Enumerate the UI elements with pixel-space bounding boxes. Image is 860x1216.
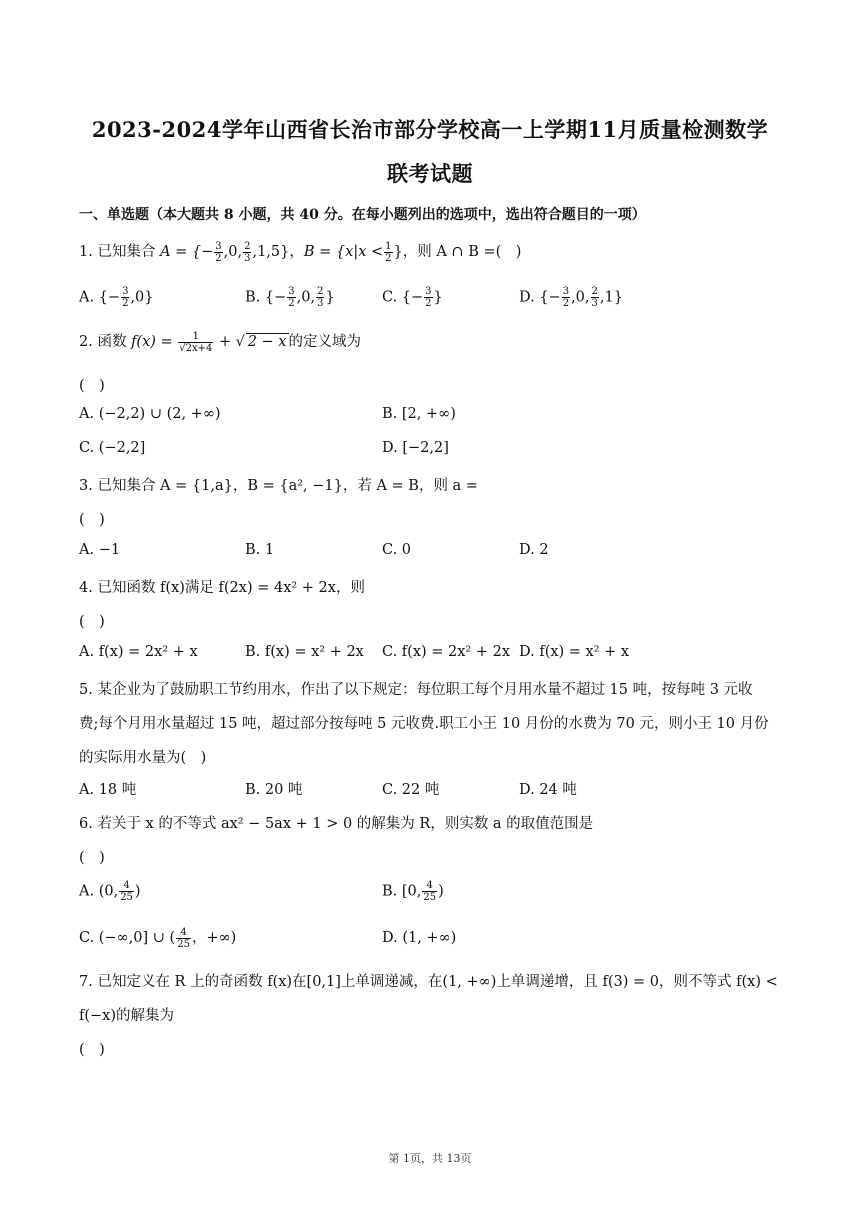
- question-5-line1: 5. 某企业为了鼓励职工节约用水，作出了以下规定：每位职工每个月用水量不超过 15 吨，按每吨 3 元收: [79, 682, 753, 698]
- q2-option-a: A. (−2,2) ∪ (2, +∞): [79, 406, 221, 422]
- q4-option-d: D. f(x) = x² + x: [519, 644, 630, 660]
- question-5-line2: 费;每个月用水量超过 15 吨，超过部分按每吨 5 元收费.职工小王 10 月份的水费为 70 元，则小王 10 月份: [79, 716, 769, 732]
- q6-option-d: D. (1, +∞): [382, 930, 457, 946]
- section-header: 一、单选题（本大题共 8 小题，共 40 分。在每小题列出的选项中，选出符合题目的一项）: [79, 207, 646, 223]
- q2-option-b: B. [2, +∞): [382, 406, 456, 422]
- q3-option-a: A. −1: [79, 542, 121, 558]
- q4-option-b: B. f(x) = x² + 2x: [245, 644, 364, 660]
- q2-answer-paren: ( ): [79, 378, 105, 394]
- question-2: 2. 函数 f(x) = $\frac{1}{√2x+4}$ + √ 2 − x 的定义域为: [79, 330, 361, 354]
- q6-option-a: A. (0, $\frac{4}{25}$ ): [79, 880, 141, 903]
- q5-option-d: D. 24 吨: [519, 782, 577, 798]
- q4-answer-paren: ( ): [79, 614, 105, 630]
- q3-option-b: B. 1: [245, 542, 275, 558]
- q1-option-b: B. {− $\frac{3}{2}$ ,0, $\frac{2}{3}$ }: [245, 286, 335, 309]
- page-footer: 第 1页，共 13页: [388, 1152, 472, 1165]
- q1-option-c: C. {− $\frac{3}{2}$ }: [382, 286, 443, 309]
- q5-option-b: B. 20 吨: [245, 782, 303, 798]
- question-7-line1: 7. 已知定义在 R 上的奇函数 f(x)在[0,1]上单调递减，在(1, +∞)上单调递增，且 f(3) = 0，则不等式 f(x) <: [79, 974, 778, 990]
- q6-option-b: B. [0, $\frac{4}{25}$ ): [382, 880, 444, 903]
- q5-option-a: A. 18 吨: [79, 782, 137, 798]
- question-3: 3. 已知集合 A = {1,a}，B = {a², −1}，若 A = B，则 a =: [79, 478, 478, 494]
- question-6: 6. 若关于 x 的不等式 ax² − 5ax + 1 > 0 的解集为 R，则实数 a 的取值范围是: [79, 816, 594, 832]
- q1-option-a: A. {− $\frac{3}{2}$ ,0}: [79, 286, 154, 309]
- question-4: 4. 已知函数 f(x)满足 f(2x) = 4x² + 2x，则: [79, 580, 365, 596]
- question-5-line3: 的实际用水量为( ): [79, 750, 207, 766]
- q7-answer-paren: ( ): [79, 1042, 105, 1058]
- q3-option-c: C. 0: [382, 542, 412, 558]
- q5-option-c: C. 22 吨: [382, 782, 440, 798]
- q3-option-d: D. 2: [519, 542, 549, 558]
- exam-title-line2: 联考试题: [387, 161, 473, 186]
- q1-option-d: D. {− $\frac{3}{2}$ ,0, $\frac{2}{3}$ ,1}: [519, 286, 623, 309]
- question-1: 1. 已知集合 A = {− $\frac{3}{2}$ ,0, $\frac{2}{3}$ ,1,5}，B = {x|x < $\frac{1}{2}$ }，则 A ∩ B =( ): [79, 240, 522, 264]
- exam-title-line1: 2023-2024学年山西省长治市部分学校高一上学期11月质量检测数学: [91, 117, 769, 142]
- q2-option-d: D. [−2,2]: [382, 440, 449, 456]
- q4-option-c: C. f(x) = 2x² + 2x: [382, 644, 511, 660]
- q6-answer-paren: ( ): [79, 850, 105, 866]
- question-7-line2: f(−x)的解集为: [79, 1008, 175, 1024]
- q4-option-a: A. f(x) = 2x² + x: [79, 644, 198, 660]
- q3-answer-paren: ( ): [79, 512, 105, 528]
- q6-option-c: C. (−∞,0] ∪ ( $\frac{4}{25}$ ，+∞): [79, 926, 237, 950]
- q2-option-c: C. (−2,2]: [79, 440, 146, 456]
